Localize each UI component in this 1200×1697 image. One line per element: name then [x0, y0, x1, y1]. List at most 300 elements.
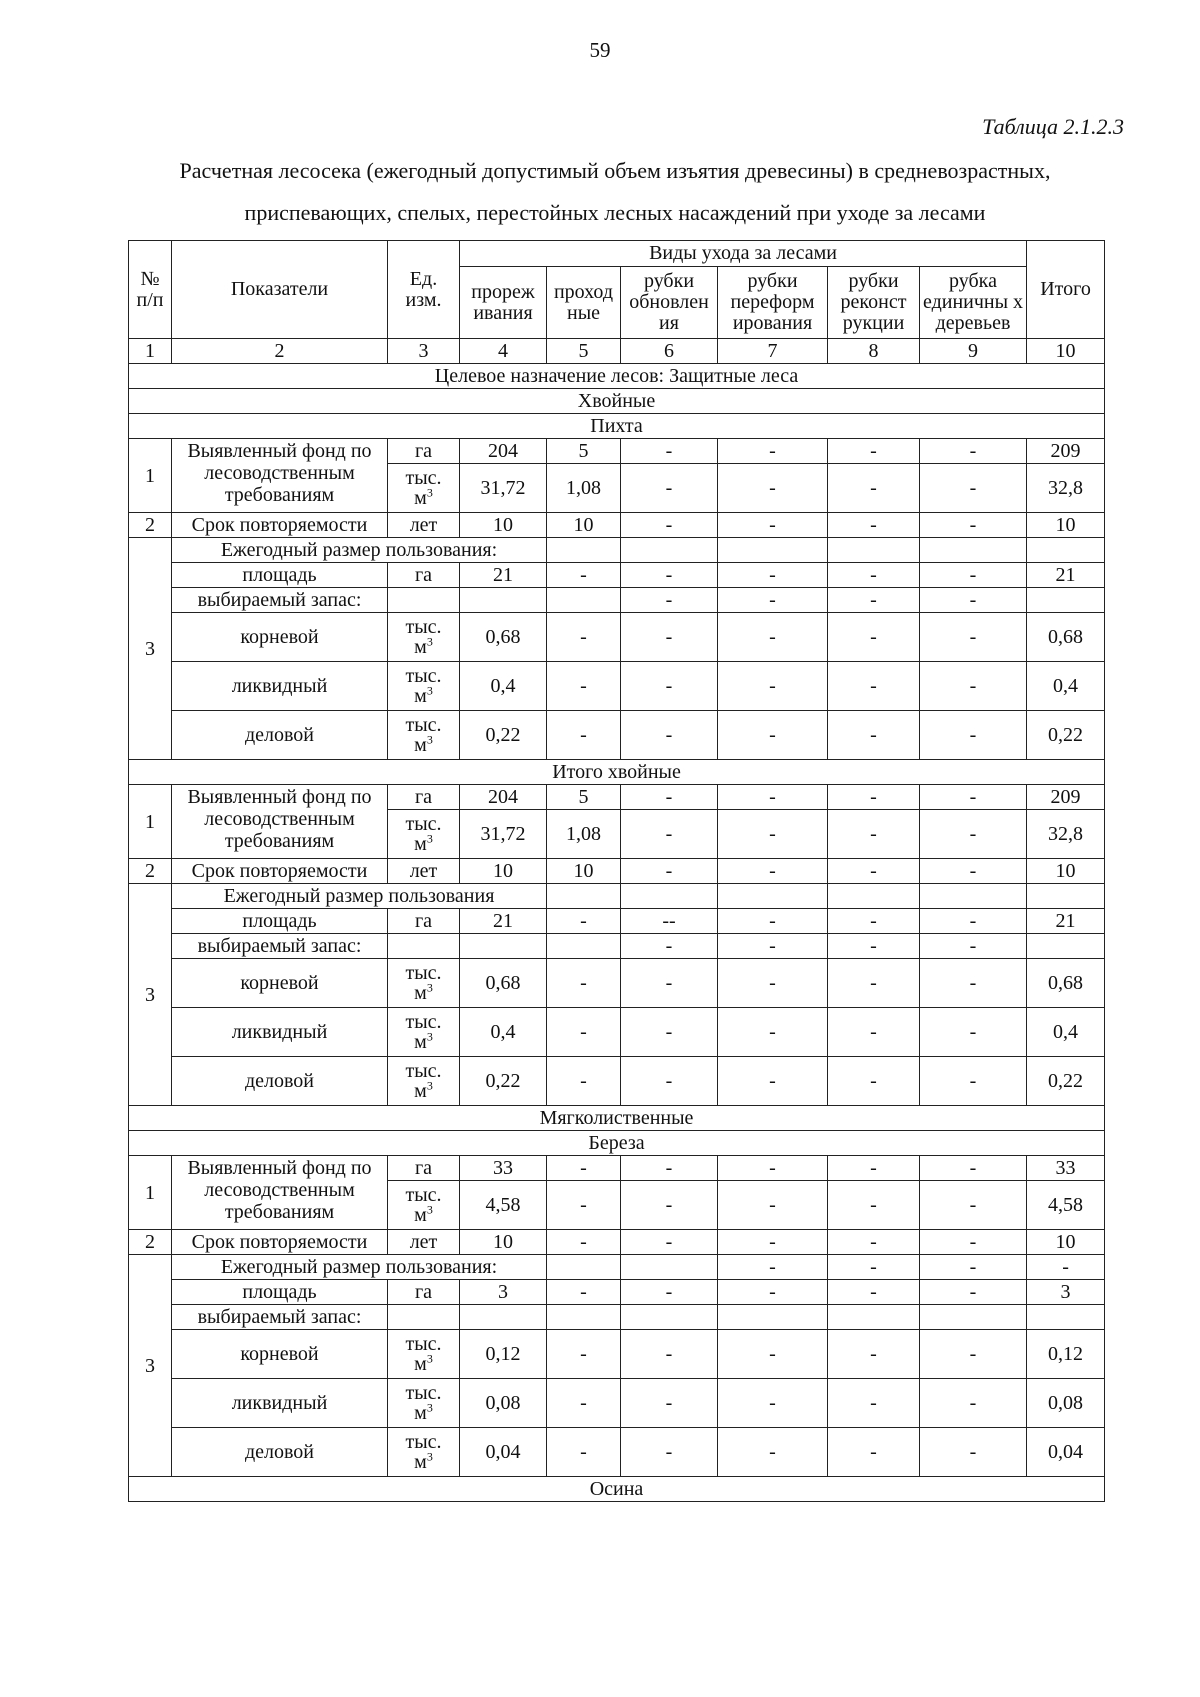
row-label-stock: выбираемый запас:: [172, 934, 388, 959]
table-row: [129, 1255, 1105, 1280]
value-cell: 3: [1027, 1280, 1105, 1305]
row-number: 3: [129, 884, 172, 1106]
value-cell: -: [718, 959, 828, 1008]
value-cell: -: [621, 1230, 718, 1255]
value-cell: -: [920, 662, 1027, 711]
column-numbers-row: [129, 339, 1105, 364]
value-cell: -: [920, 711, 1027, 760]
value-cell: 4,58: [1027, 1181, 1105, 1230]
value-cell: 5: [547, 439, 621, 464]
value-cell: 21: [1027, 563, 1105, 588]
value-cell: 0,22: [460, 711, 547, 760]
col-number: 3: [388, 339, 460, 364]
row-label-repeat-period: Срок повторяемости: [172, 513, 388, 538]
value-cell: -: [621, 1156, 718, 1181]
value-cell: -: [621, 1330, 718, 1379]
col-number: 2: [172, 339, 388, 364]
value-cell: 1,08: [547, 810, 621, 859]
row-number: 1: [129, 785, 172, 859]
value-cell: -: [621, 464, 718, 513]
table-row: [129, 959, 1105, 1008]
table-title-line1: Расчетная лесосека (ежегодный допустимый объем изъятия древесины) в средневозрастных,: [179, 158, 1051, 183]
value-cell: 31,72: [460, 464, 547, 513]
value-cell: 0,12: [1027, 1330, 1105, 1379]
table-row: [129, 1428, 1105, 1477]
value-cell: 10: [547, 513, 621, 538]
table-row: [129, 538, 1105, 563]
value-cell: -: [621, 1428, 718, 1477]
value-cell: 1,08: [547, 464, 621, 513]
value-cell: 0,4: [460, 1008, 547, 1057]
value-cell: [1027, 588, 1105, 613]
unit-cell: лет: [388, 1230, 460, 1255]
unit-cell: тыс. $м^3$: [388, 810, 460, 859]
row-label-area: площадь: [172, 1280, 388, 1305]
unit-cell: га: [388, 1280, 460, 1305]
section-coniferous: Хвойные: [129, 389, 1105, 414]
row-label-annual-use: Ежегодный размер пользования:: [172, 538, 547, 563]
col-number: 6: [621, 339, 718, 364]
value-cell: [621, 884, 718, 909]
value-cell: [621, 1305, 718, 1330]
col-number: 10: [1027, 339, 1105, 364]
table-row: [129, 1156, 1105, 1181]
value-cell: 32,8: [1027, 464, 1105, 513]
value-cell: -: [920, 1008, 1027, 1057]
value-cell: -: [621, 513, 718, 538]
row-label-annual-use: Ежегодный размер пользования:: [172, 1255, 547, 1280]
value-cell: [547, 588, 621, 613]
col-number: 9: [920, 339, 1027, 364]
value-cell: 0,4: [460, 662, 547, 711]
value-cell: [1027, 538, 1105, 563]
value-cell: [460, 1305, 547, 1330]
value-cell: -: [920, 1230, 1027, 1255]
value-cell: -: [621, 785, 718, 810]
value-cell: [460, 934, 547, 959]
value-cell: -: [828, 588, 920, 613]
value-cell: -: [547, 1057, 621, 1106]
value-cell: -: [547, 1428, 621, 1477]
value-cell: -: [718, 563, 828, 588]
value-cell: -: [547, 1181, 621, 1230]
unit-cell: [388, 588, 460, 613]
value-cell: -: [718, 613, 828, 662]
value-cell: -: [920, 613, 1027, 662]
value-cell: -: [718, 1255, 828, 1280]
value-cell: -: [718, 464, 828, 513]
value-cell: -: [621, 1280, 718, 1305]
value-cell: -: [621, 439, 718, 464]
value-cell: [547, 1305, 621, 1330]
table-row: [129, 588, 1105, 613]
value-cell: 209: [1027, 785, 1105, 810]
value-cell: -: [547, 909, 621, 934]
value-cell: [547, 884, 621, 909]
value-cell: -: [547, 613, 621, 662]
value-cell: -: [718, 1280, 828, 1305]
value-cell: -: [621, 859, 718, 884]
unit-cell: тыс. $м^3$: [388, 1379, 460, 1428]
value-cell: [547, 1255, 621, 1280]
value-cell: -: [621, 711, 718, 760]
row-label-business: деловой: [172, 1428, 388, 1477]
value-cell: -: [920, 859, 1027, 884]
section-purpose: Целевое назначение лесов: Защитные леса: [129, 364, 1105, 389]
header-indicators: Показатели: [172, 241, 388, 339]
value-cell: -: [718, 1008, 828, 1057]
value-cell: 21: [1027, 909, 1105, 934]
value-cell: -: [828, 1181, 920, 1230]
unit-cell: га: [388, 563, 460, 588]
row-label-area: площадь: [172, 909, 388, 934]
value-cell: -: [621, 563, 718, 588]
value-cell: 32,8: [1027, 810, 1105, 859]
forest-care-table: [128, 240, 1105, 1502]
value-cell: -: [828, 909, 920, 934]
table-row: [129, 1305, 1105, 1330]
value-cell: -: [828, 1008, 920, 1057]
value-cell: [1027, 884, 1105, 909]
row-label-repeat-period: Срок повторяемости: [172, 1230, 388, 1255]
unit-cell: тыс. $м^3$: [388, 1330, 460, 1379]
value-cell: -: [920, 1428, 1027, 1477]
value-cell: -: [718, 1156, 828, 1181]
unit-cell: тыс. $м^3$: [388, 1008, 460, 1057]
value-cell: -: [920, 934, 1027, 959]
row-number: 3: [129, 538, 172, 760]
unit-cell: лет: [388, 513, 460, 538]
value-cell: [547, 934, 621, 959]
row-label-root: корневой: [172, 959, 388, 1008]
value-cell: -: [621, 1181, 718, 1230]
value-cell: 0,22: [1027, 1057, 1105, 1106]
row-label-stock: выбираемый запас:: [172, 588, 388, 613]
value-cell: -: [718, 711, 828, 760]
section-row: Мягколиственные: [129, 1106, 1105, 1131]
section-row: Береза: [129, 1131, 1105, 1156]
unit-cell: тыс. $м^3$: [388, 1428, 460, 1477]
col-number: 1: [129, 339, 172, 364]
value-cell: -: [828, 1156, 920, 1181]
value-cell: -: [547, 1230, 621, 1255]
value-cell: --: [621, 909, 718, 934]
table-row: [129, 1330, 1105, 1379]
value-cell: -: [718, 859, 828, 884]
value-cell: -: [718, 588, 828, 613]
value-cell: 204: [460, 785, 547, 810]
unit-cell: [388, 1305, 460, 1330]
value-cell: -: [621, 613, 718, 662]
value-cell: -: [828, 959, 920, 1008]
unit-cell: га: [388, 439, 460, 464]
value-cell: 10: [1027, 1230, 1105, 1255]
value-cell: 0,08: [1027, 1379, 1105, 1428]
value-cell: 33: [1027, 1156, 1105, 1181]
value-cell: -: [828, 1230, 920, 1255]
value-cell: [828, 538, 920, 563]
table-row: [129, 859, 1105, 884]
value-cell: -: [828, 662, 920, 711]
value-cell: 21: [460, 563, 547, 588]
value-cell: -: [718, 1230, 828, 1255]
table-row: [129, 1280, 1105, 1305]
value-cell: -: [718, 810, 828, 859]
value-cell: -: [828, 439, 920, 464]
value-cell: [547, 538, 621, 563]
value-cell: -: [920, 1181, 1027, 1230]
unit-cell: тыс. $м^3$: [388, 711, 460, 760]
value-cell: -: [621, 959, 718, 1008]
value-cell: -: [920, 513, 1027, 538]
value-cell: 10: [460, 513, 547, 538]
value-cell: -: [547, 1008, 621, 1057]
value-cell: -: [718, 1057, 828, 1106]
row-label-annual-use: Ежегодный размер пользования: [172, 884, 547, 909]
value-cell: -: [828, 1379, 920, 1428]
unit-cell: тыс. $м^3$: [388, 613, 460, 662]
value-cell: -: [828, 859, 920, 884]
header-unit: Ед. изм.: [388, 241, 460, 339]
value-cell: -: [547, 1156, 621, 1181]
value-cell: -: [828, 785, 920, 810]
value-cell: [920, 538, 1027, 563]
value-cell: [1027, 934, 1105, 959]
value-cell: -: [621, 934, 718, 959]
table-row: [129, 1057, 1105, 1106]
value-cell: [920, 1305, 1027, 1330]
value-cell: [828, 1305, 920, 1330]
row-number: 2: [129, 859, 172, 884]
table-row: [129, 662, 1105, 711]
table-row: [129, 934, 1105, 959]
value-cell: 0,08: [460, 1379, 547, 1428]
value-cell: 0,22: [1027, 711, 1105, 760]
row-label-found-fund: Выявленный фонд по лесоводственным требованиям: [172, 439, 388, 513]
row-label-business: деловой: [172, 711, 388, 760]
table-title-line2: приспевающих, спелых, перестойных лесных насаждений при уходе за лесами: [244, 200, 986, 225]
header-care-types: Виды ухода за лесами: [460, 241, 1027, 267]
table-row: [129, 884, 1105, 909]
row-number: 3: [129, 1255, 172, 1477]
value-cell: -: [920, 464, 1027, 513]
value-cell: -: [718, 662, 828, 711]
row-label-business: деловой: [172, 1057, 388, 1106]
value-cell: -: [621, 1008, 718, 1057]
table-row: [129, 909, 1105, 934]
row-label-stock: выбираемый запас:: [172, 1305, 388, 1330]
value-cell: -: [920, 1330, 1027, 1379]
value-cell: -: [920, 959, 1027, 1008]
value-cell: 0,04: [1027, 1428, 1105, 1477]
value-cell: -: [920, 810, 1027, 859]
value-cell: -: [920, 563, 1027, 588]
section-row: Осина: [129, 1477, 1105, 1502]
value-cell: -: [718, 1330, 828, 1379]
table-row: [129, 613, 1105, 662]
value-cell: 0,4: [1027, 662, 1105, 711]
unit-cell: тыс. $м^3$: [388, 464, 460, 513]
value-cell: -: [828, 934, 920, 959]
value-cell: -: [547, 1379, 621, 1428]
table-id: Таблица 2.1.2.3: [982, 114, 1124, 139]
value-cell: -: [621, 588, 718, 613]
value-cell: -: [828, 513, 920, 538]
unit-cell: га: [388, 785, 460, 810]
header-renewal: рубки обновлен ия: [621, 267, 718, 339]
value-cell: 10: [460, 1230, 547, 1255]
unit-cell: [388, 934, 460, 959]
value-cell: -: [828, 1280, 920, 1305]
row-number: 1: [129, 439, 172, 513]
row-label-liquid: ликвидный: [172, 1008, 388, 1057]
value-cell: -: [718, 439, 828, 464]
value-cell: -: [718, 1428, 828, 1477]
unit-cell: тыс. $м^3$: [388, 662, 460, 711]
value-cell: -: [621, 810, 718, 859]
section-row: Итого хвойные: [129, 760, 1105, 785]
value-cell: [460, 588, 547, 613]
value-cell: 5: [547, 785, 621, 810]
value-cell: -: [920, 1379, 1027, 1428]
unit-cell: тыс. $м^3$: [388, 959, 460, 1008]
value-cell: -: [828, 1255, 920, 1280]
value-cell: -: [828, 464, 920, 513]
row-number: 1: [129, 1156, 172, 1230]
value-cell: -: [1027, 1255, 1105, 1280]
value-cell: 0,22: [460, 1057, 547, 1106]
row-label-liquid: ликвидный: [172, 1379, 388, 1428]
value-cell: -: [621, 662, 718, 711]
value-cell: [718, 538, 828, 563]
value-cell: -: [920, 1057, 1027, 1106]
header-passing: проход ные: [547, 267, 621, 339]
value-cell: [621, 538, 718, 563]
row-number: 2: [129, 1230, 172, 1255]
table-row: [129, 563, 1105, 588]
value-cell: -: [621, 1379, 718, 1428]
value-cell: 0,12: [460, 1330, 547, 1379]
value-cell: [920, 884, 1027, 909]
value-cell: 31,72: [460, 810, 547, 859]
value-cell: -: [547, 711, 621, 760]
col-number: 4: [460, 339, 547, 364]
value-cell: -: [920, 439, 1027, 464]
page-number: 59: [589, 38, 611, 62]
value-cell: -: [920, 909, 1027, 934]
value-cell: -: [718, 513, 828, 538]
value-cell: -: [828, 810, 920, 859]
row-label-root: корневой: [172, 613, 388, 662]
unit-cell: лет: [388, 859, 460, 884]
value-cell: 10: [547, 859, 621, 884]
value-cell: 3: [460, 1280, 547, 1305]
value-cell: -: [920, 1255, 1027, 1280]
row-label-found-fund: Выявленный фонд по лесоводственным требованиям: [172, 1156, 388, 1230]
value-cell: -: [718, 909, 828, 934]
unit-cell: га: [388, 909, 460, 934]
value-cell: 10: [1027, 859, 1105, 884]
table-row: [129, 1379, 1105, 1428]
value-cell: -: [547, 1330, 621, 1379]
value-cell: [718, 1305, 828, 1330]
value-cell: -: [920, 588, 1027, 613]
value-cell: [621, 1255, 718, 1280]
value-cell: -: [547, 959, 621, 1008]
value-cell: 21: [460, 909, 547, 934]
value-cell: 0,68: [1027, 959, 1105, 1008]
table-row: [129, 785, 1105, 810]
row-label-liquid: ликвидный: [172, 662, 388, 711]
value-cell: 33: [460, 1156, 547, 1181]
value-cell: -: [547, 662, 621, 711]
header-reconstruction: рубки реконст рукции: [828, 267, 920, 339]
col-number: 5: [547, 339, 621, 364]
header-single-trees: рубка единичны х деревьев: [920, 267, 1027, 339]
value-cell: -: [718, 934, 828, 959]
row-label-area: площадь: [172, 563, 388, 588]
row-label-repeat-period: Срок повторяемости: [172, 859, 388, 884]
header-num: № п/п: [129, 241, 172, 339]
value-cell: -: [828, 711, 920, 760]
value-cell: -: [718, 1181, 828, 1230]
value-cell: 209: [1027, 439, 1105, 464]
table-row: [129, 439, 1105, 464]
value-cell: -: [920, 1280, 1027, 1305]
value-cell: [828, 884, 920, 909]
table-row: [129, 513, 1105, 538]
value-cell: [718, 884, 828, 909]
header-total: Итого: [1027, 241, 1105, 339]
value-cell: 0,68: [460, 959, 547, 1008]
value-cell: 0,4: [1027, 1008, 1105, 1057]
row-label-root: корневой: [172, 1330, 388, 1379]
value-cell: -: [828, 1330, 920, 1379]
table-row: [129, 1008, 1105, 1057]
value-cell: -: [920, 1156, 1027, 1181]
header-thinning: прореж ивания: [460, 267, 547, 339]
value-cell: 10: [460, 859, 547, 884]
value-cell: -: [828, 1428, 920, 1477]
table-row: [129, 711, 1105, 760]
col-number: 8: [828, 339, 920, 364]
value-cell: -: [920, 785, 1027, 810]
col-number: 7: [718, 339, 828, 364]
value-cell: -: [547, 1280, 621, 1305]
unit-cell: тыс. $м^3$: [388, 1181, 460, 1230]
value-cell: -: [828, 613, 920, 662]
value-cell: -: [547, 563, 621, 588]
value-cell: -: [718, 785, 828, 810]
value-cell: 0,68: [460, 613, 547, 662]
value-cell: -: [621, 1057, 718, 1106]
value-cell: 204: [460, 439, 547, 464]
unit-cell: тыс. $м^3$: [388, 1057, 460, 1106]
section-fir: Пихта: [129, 414, 1105, 439]
row-number: 2: [129, 513, 172, 538]
value-cell: -: [828, 1057, 920, 1106]
value-cell: 0,68: [1027, 613, 1105, 662]
value-cell: -: [828, 563, 920, 588]
header-reformation: рубки переформ ирования: [718, 267, 828, 339]
row-label-found-fund: Выявленный фонд по лесоводственным требованиям: [172, 785, 388, 859]
value-cell: -: [718, 1379, 828, 1428]
value-cell: 10: [1027, 513, 1105, 538]
unit-cell: га: [388, 1156, 460, 1181]
value-cell: 4,58: [460, 1181, 547, 1230]
table-row: [129, 1230, 1105, 1255]
value-cell: [1027, 1305, 1105, 1330]
